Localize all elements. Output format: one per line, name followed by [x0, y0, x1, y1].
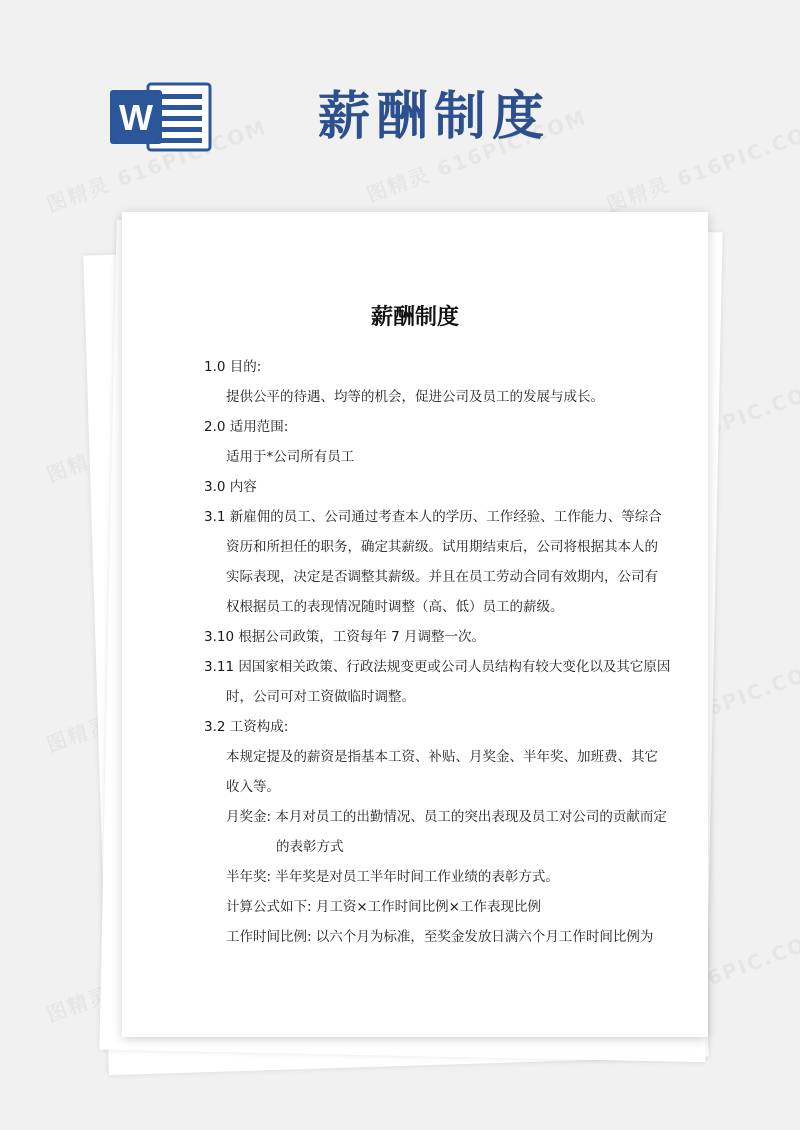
paragraph-line: 的表彰方式 [276, 839, 344, 855]
paragraph-line: 时，公司可对工资做临时调整。 [226, 689, 415, 705]
paragraph-line: 适用于*公司所有员工 [226, 449, 355, 465]
paragraph-line: 计算公式如下: 月工资×工作时间比例×工作表现比例 [226, 899, 541, 915]
paragraph-line: 半年奖: 半年奖是对员工半年时间工作业绩的表彰方式。 [226, 869, 559, 885]
section-heading: 1.0 目的: [204, 359, 262, 375]
watermark [602, 111, 800, 218]
paragraph-line: 工作时间比例: 以六个月为标准，至奖金发放日满六个月工作时间比例为 [226, 929, 654, 945]
banner-title: 薪酬制度 [318, 87, 551, 147]
document-page [122, 212, 708, 1037]
paragraph-line: 实际表现，决定是否调整其薪级。并且在员工劳动合同有效期内，公司有 [226, 569, 658, 585]
word-logo-icon [108, 78, 214, 156]
paragraph-line: 资历和所担任的职务，确定其薪级。试用期结束后，公司将根据其本人的 [226, 539, 658, 555]
section-heading: 3.2 工资构成: [204, 719, 289, 735]
document-title: 薪酬制度 [370, 305, 459, 330]
paragraph-line: 月奖金: 本月对员工的出勤情况、员工的突出表现及员工对公司的贡献而定 [226, 809, 667, 825]
paragraph-line: 3.10 根据公司政策，工资每年 7 月调整一次。 [204, 629, 486, 645]
paragraph-line: 提供公平的待遇、均等的机会，促进公司及员工的发展与成长。 [226, 389, 604, 405]
paragraph-line: 3.1 新雇佣的员工、公司通过考查本人的学历、工作经验、工作能力、等综合 [204, 509, 662, 525]
section-heading: 2.0 适用范围: [204, 419, 289, 435]
paragraph-line: 权根据员工的表现情况随时调整（高、低）员工的薪级。 [226, 599, 564, 615]
paragraph-line: 收入等。 [226, 779, 280, 795]
section-heading: 3.0 内容 [204, 479, 257, 495]
word-logo-letter: W [119, 97, 153, 138]
paragraph-line: 本规定提及的薪资是指基本工资、补贴、月奖金、半年奖、加班费、其它 [226, 749, 658, 765]
paragraph-line: 3.11 因国家相关政策、行政法规变更或公司人员结构有较大变化以及其它原因 [204, 659, 671, 675]
document-body [204, 352, 704, 952]
